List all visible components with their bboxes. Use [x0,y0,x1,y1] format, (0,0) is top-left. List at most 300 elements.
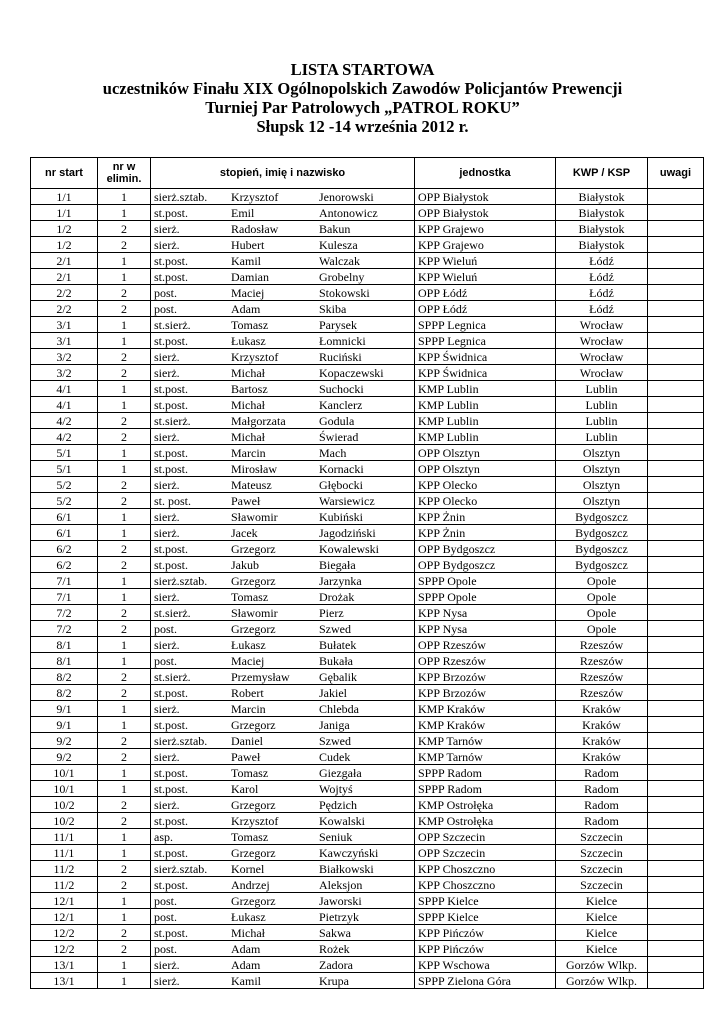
cell-kwp: Bydgoszcz [556,541,648,557]
cell-elim: 2 [98,285,151,301]
cell-unit: OPP Olsztyn [415,445,556,461]
cell-rank: sierż. [154,477,180,492]
cell-notes [648,477,704,493]
cell-notes [648,365,704,381]
cell-first-name: Damian [231,269,269,284]
cell-last-name: Kopaczewski [319,365,384,380]
cell-kwp: Opole [556,573,648,589]
cell-notes [648,253,704,269]
cell-last-name: Kanclerz [319,397,363,412]
cell-elim: 1 [98,717,151,733]
cell-last-name: Kowalski [319,813,365,828]
cell-elim: 1 [98,269,151,285]
table-row [31,381,704,397]
cell-kwp: Szczecin [556,861,648,877]
cell-elim: 1 [98,397,151,413]
cell-elim: 2 [98,877,151,893]
cell-person [151,189,415,205]
cell-elim: 1 [98,829,151,845]
cell-kwp: Szczecin [556,845,648,861]
column-header-notes: uwagi [648,158,704,189]
cell-notes [648,749,704,765]
cell-first-name: Kornel [231,861,265,876]
cell-last-name: Kulesza [319,237,358,252]
cell-rank: sierż.sztab. [154,573,208,588]
cell-kwp: Kraków [556,733,648,749]
cell-notes [648,877,704,893]
cell-last-name: Stokowski [319,285,370,300]
cell-first-name: Marcin [231,445,266,460]
cell-start: 5/2 [31,477,98,493]
cell-kwp: Białystok [556,237,648,253]
heading-place-date: Słupsk 12 -14 września 2012 r. [256,117,469,136]
table-row [31,861,704,877]
cell-last-name: Głębocki [319,477,363,492]
cell-person [151,349,415,365]
cell-notes [648,861,704,877]
cell-unit: KMP Kraków [415,701,556,717]
cell-rank: sierż.sztab. [154,189,208,204]
cell-kwp: Wrocław [556,349,648,365]
cell-start: 10/1 [31,765,98,781]
cell-notes [648,237,704,253]
cell-kwp: Wrocław [556,317,648,333]
table-row [31,477,704,493]
table-row [31,397,704,413]
cell-first-name: Maciej [231,285,265,300]
table-row [31,669,704,685]
cell-notes [648,301,704,317]
cell-rank: st.post. [154,557,189,572]
cell-first-name: Daniel [231,733,263,748]
cell-elim: 2 [98,813,151,829]
cell-last-name: Parysek [319,317,357,332]
cell-first-name: Łukasz [231,333,266,348]
start-list-table [30,157,704,989]
cell-elim: 1 [98,637,151,653]
table-row [31,941,704,957]
cell-unit: SPPP Kielce [415,909,556,925]
cell-notes [648,429,704,445]
cell-rank: st.post. [154,781,189,796]
cell-last-name: Jagodziński [319,525,376,540]
cell-notes [648,349,704,365]
cell-unit: SPPP Kielce [415,893,556,909]
cell-first-name: Grzegorz [231,621,276,636]
cell-rank: post. [154,621,178,636]
cell-kwp: Opole [556,605,648,621]
table-row [31,765,704,781]
cell-notes [648,717,704,733]
cell-rank: st.post. [154,925,189,940]
cell-unit: KPP Olecko [415,493,556,509]
table-row [31,589,704,605]
cell-first-name: Robert [231,685,264,700]
cell-elim: 2 [98,413,151,429]
cell-unit: OPP Szczecin [415,845,556,861]
cell-start: 6/1 [31,509,98,525]
cell-last-name: Bułatek [319,637,357,652]
column-header-unit: jednostka [415,158,556,189]
table-row [31,621,704,637]
cell-last-name: Pierz [319,605,344,620]
cell-start: 3/2 [31,349,98,365]
cell-start: 8/1 [31,637,98,653]
cell-unit: KMP Ostrołęka [415,813,556,829]
cell-last-name: Kowalewski [319,541,379,556]
cell-person [151,797,415,813]
cell-notes [648,653,704,669]
table-row [31,221,704,237]
cell-notes [648,397,704,413]
cell-start: 2/2 [31,301,98,317]
cell-start: 3/2 [31,365,98,381]
cell-notes [648,573,704,589]
table-row [31,973,704,989]
cell-elim: 1 [98,765,151,781]
cell-last-name: Rożek [319,941,350,956]
cell-unit: SPPP Zielona Góra [415,973,556,989]
table-row [31,509,704,525]
cell-start: 12/1 [31,893,98,909]
cell-last-name: Mach [319,445,347,460]
cell-kwp: Radom [556,813,648,829]
cell-start: 10/1 [31,781,98,797]
cell-rank: st.sierż. [154,317,191,332]
cell-notes [648,733,704,749]
cell-person [151,541,415,557]
cell-rank: post. [154,285,178,300]
cell-start: 2/1 [31,253,98,269]
table-row [31,333,704,349]
cell-notes [648,269,704,285]
cell-person [151,925,415,941]
cell-first-name: Hubert [231,237,265,252]
cell-first-name: Tomasz [231,317,269,332]
cell-last-name: Jakiel [319,685,347,700]
cell-person [151,621,415,637]
cell-kwp: Łódź [556,253,648,269]
cell-elim: 1 [98,509,151,525]
cell-notes [648,381,704,397]
table-row [31,749,704,765]
cell-first-name: Grzegorz [231,717,276,732]
cell-last-name: Jaworski [319,893,362,908]
cell-person [151,973,415,989]
cell-rank: sierż. [154,429,180,444]
cell-kwp: Bydgoszcz [556,557,648,573]
cell-last-name: Warsiewicz [319,493,375,508]
cell-first-name: Tomasz [231,829,269,844]
cell-elim: 2 [98,749,151,765]
cell-unit: KPP Brzozów [415,685,556,701]
cell-elim: 2 [98,365,151,381]
cell-kwp: Lublin [556,381,648,397]
cell-unit: KPP Brzozów [415,669,556,685]
table-row [31,685,704,701]
cell-person [151,413,415,429]
cell-first-name: Grzegorz [231,893,276,908]
cell-start: 3/1 [31,317,98,333]
cell-kwp: Kielce [556,925,648,941]
cell-person [151,845,415,861]
cell-start: 11/2 [31,861,98,877]
cell-kwp: Rzeszów [556,669,648,685]
cell-person [151,525,415,541]
cell-kwp: Opole [556,621,648,637]
cell-elim: 1 [98,461,151,477]
cell-unit: SPPP Legnica [415,333,556,349]
cell-elim: 1 [98,909,151,925]
cell-unit: KPP Żnin [415,509,556,525]
cell-unit: KPP Nysa [415,621,556,637]
cell-first-name: Grzegorz [231,573,276,588]
cell-notes [648,621,704,637]
cell-kwp: Olsztyn [556,445,648,461]
cell-unit: SPPP Legnica [415,317,556,333]
cell-kwp: Bydgoszcz [556,525,648,541]
cell-start: 7/1 [31,589,98,605]
cell-last-name: Walczak [319,253,361,268]
cell-elim: 1 [98,589,151,605]
cell-start: 1/1 [31,205,98,221]
cell-unit: KPP Grajewo [415,221,556,237]
cell-unit: KPP Grajewo [415,237,556,253]
cell-unit: OPP Rzeszów [415,653,556,669]
table-row [31,573,704,589]
cell-person [151,445,415,461]
cell-last-name: Gębalik [319,669,357,684]
cell-notes [648,461,704,477]
cell-elim: 1 [98,957,151,973]
cell-unit: OPP Białystok [415,205,556,221]
cell-rank: st.post. [154,685,189,700]
cell-notes [648,509,704,525]
cell-notes [648,893,704,909]
cell-person [151,893,415,909]
cell-elim: 1 [98,893,151,909]
cell-kwp: Białystok [556,221,648,237]
cell-person [151,237,415,253]
cell-start: 7/1 [31,573,98,589]
cell-person [151,781,415,797]
cell-start: 3/1 [31,333,98,349]
cell-first-name: Michał [231,365,265,380]
cell-first-name: Sławomir [231,605,278,620]
cell-kwp: Szczecin [556,829,648,845]
cell-person [151,397,415,413]
cell-rank: sierż. [154,589,180,604]
cell-unit: KPP Wieluń [415,253,556,269]
cell-last-name: Pietrzyk [319,909,359,924]
table-row [31,285,704,301]
cell-person [151,685,415,701]
cell-elim: 1 [98,317,151,333]
cell-first-name: Michał [231,397,265,412]
cell-rank: st.post. [154,877,189,892]
cell-last-name: Białkowski [319,861,374,876]
heading-title: LISTA STARTOWA [290,60,435,79]
cell-rank: sierż. [154,509,180,524]
cell-notes [648,909,704,925]
cell-first-name: Jacek [231,525,258,540]
cell-kwp: Wrocław [556,333,648,349]
cell-kwp: Lublin [556,413,648,429]
cell-rank: st.sierż. [154,413,191,428]
cell-first-name: Radosław [231,221,279,236]
cell-rank: st.post. [154,717,189,732]
cell-start: 9/2 [31,733,98,749]
cell-start: 4/2 [31,429,98,445]
cell-kwp: Lublin [556,429,648,445]
cell-notes [648,701,704,717]
cell-person [151,205,415,221]
cell-kwp: Radom [556,765,648,781]
table-row [31,717,704,733]
cell-person [151,717,415,733]
cell-rank: sierż. [154,221,180,236]
cell-rank: st.sierż. [154,669,191,684]
cell-first-name: Tomasz [231,589,269,604]
cell-kwp: Kraków [556,717,648,733]
cell-last-name: Seniuk [319,829,353,844]
cell-unit: KMP Kraków [415,717,556,733]
cell-start: 11/1 [31,829,98,845]
cell-rank: st.post. [154,461,189,476]
cell-start: 10/2 [31,797,98,813]
cell-kwp: Gorzów Wlkp. [556,973,648,989]
table-row [31,525,704,541]
cell-elim: 2 [98,301,151,317]
cell-rank: st.post. [154,333,189,348]
cell-notes [648,941,704,957]
cell-rank: st.post. [154,541,189,556]
cell-start: 1/2 [31,237,98,253]
cell-kwp: Łódź [556,301,648,317]
cell-rank: st.post. [154,845,189,860]
cell-unit: KPP Olecko [415,477,556,493]
table-row [31,653,704,669]
cell-last-name: Zadora [319,957,353,972]
table-row [31,365,704,381]
cell-person [151,509,415,525]
cell-start: 9/2 [31,749,98,765]
column-header-elim: nr w elimin. [98,158,151,189]
cell-elim: 2 [98,941,151,957]
cell-unit: KPP Choszczno [415,877,556,893]
cell-elim: 2 [98,477,151,493]
cell-person [151,957,415,973]
heading-subtitle: uczestników Finału XIX Ogólnopolskich Zawodów Policjantów Prewencji [102,79,623,98]
cell-kwp: Radom [556,781,648,797]
cell-unit: KPP Pińczów [415,925,556,941]
cell-kwp: Szczecin [556,877,648,893]
cell-unit: OPP Olsztyn [415,461,556,477]
cell-person [151,365,415,381]
cell-last-name: Świerad [319,429,359,444]
cell-notes [648,333,704,349]
cell-rank: st.post. [154,813,189,828]
cell-start: 5/1 [31,461,98,477]
cell-rank: post. [154,301,178,316]
cell-person [151,637,415,653]
cell-person [151,941,415,957]
cell-person [151,285,415,301]
cell-start: 6/1 [31,525,98,541]
cell-start: 4/1 [31,381,98,397]
cell-elim: 2 [98,221,151,237]
cell-last-name: Janiga [319,717,350,732]
cell-kwp: Olsztyn [556,493,648,509]
cell-rank: sierż. [154,973,180,988]
cell-start: 12/2 [31,941,98,957]
cell-notes [648,925,704,941]
cell-unit: OPP Szczecin [415,829,556,845]
cell-start: 9/1 [31,717,98,733]
cell-first-name: Emil [231,205,255,220]
cell-person [151,253,415,269]
cell-notes [648,765,704,781]
cell-last-name: Giezgała [319,765,362,780]
cell-start: 8/2 [31,685,98,701]
cell-notes [648,493,704,509]
cell-elim: 2 [98,925,151,941]
cell-rank: st.post. [154,205,189,220]
cell-person [151,765,415,781]
cell-first-name: Przemysław [231,669,290,684]
column-header-person: stopień, imię i nazwisko [151,158,415,189]
cell-rank: st. post. [154,493,192,508]
cell-kwp: Lublin [556,397,648,413]
cell-first-name: Karol [231,781,259,796]
cell-person [151,589,415,605]
cell-rank: st.post. [154,381,189,396]
cell-unit: OPP Bydgoszcz [415,557,556,573]
cell-elim: 1 [98,525,151,541]
cell-start: 9/1 [31,701,98,717]
cell-notes [648,957,704,973]
cell-kwp: Olsztyn [556,477,648,493]
cell-start: 4/2 [31,413,98,429]
cell-person [151,829,415,845]
cell-unit: KPP Nysa [415,605,556,621]
cell-first-name: Łukasz [231,909,266,924]
cell-rank: st.post. [154,397,189,412]
cell-elim: 1 [98,701,151,717]
cell-unit: OPP Bydgoszcz [415,541,556,557]
cell-unit: SPPP Opole [415,573,556,589]
cell-person [151,557,415,573]
cell-start: 11/2 [31,877,98,893]
cell-notes [648,605,704,621]
cell-last-name: Sakwa [319,925,351,940]
cell-person [151,429,415,445]
cell-unit: KMP Tarnów [415,749,556,765]
cell-last-name: Chlebda [319,701,359,716]
table-row [31,493,704,509]
cell-kwp: Kielce [556,893,648,909]
cell-person [151,461,415,477]
cell-first-name: Grzegorz [231,541,276,556]
cell-elim: 1 [98,845,151,861]
cell-unit: KPP Wieluń [415,269,556,285]
cell-rank: sierż. [154,797,180,812]
cell-elim: 2 [98,237,151,253]
cell-notes [648,781,704,797]
cell-notes [648,525,704,541]
cell-first-name: Jakub [231,557,259,572]
cell-person [151,269,415,285]
